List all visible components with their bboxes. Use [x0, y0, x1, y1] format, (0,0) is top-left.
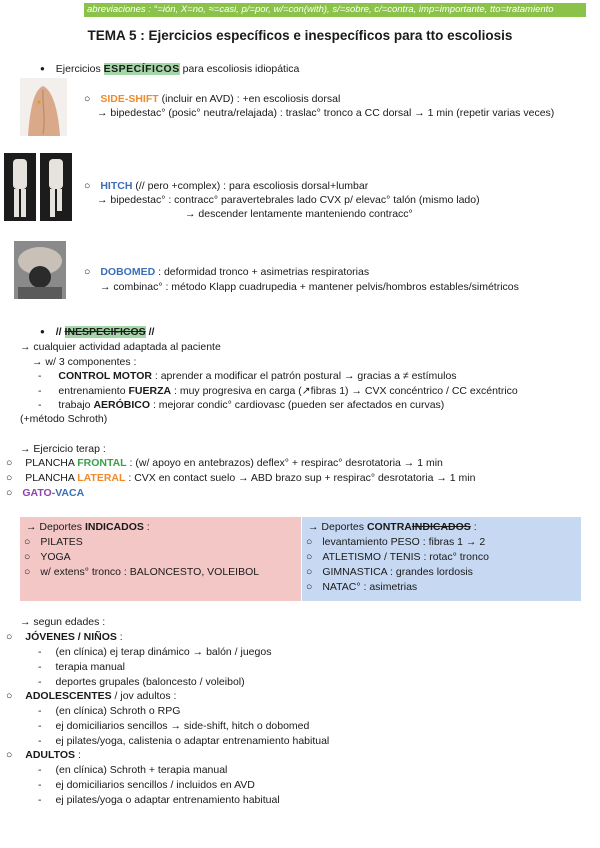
contra-b2: INDICADOS	[411, 521, 471, 533]
ind-item-0: PILATES	[40, 536, 83, 548]
contraindicado-item	[306, 566, 473, 578]
contraindicado-item	[306, 581, 417, 593]
dobomed-desc: : deformidad tronco + asimetrias respiratorias	[158, 266, 370, 278]
standing-figure-icon	[4, 153, 36, 221]
list-item: - (en clínica) ej terap dinámico → balón / juegos	[38, 646, 271, 658]
comp-1-bold: FUERZA	[128, 385, 172, 397]
dobomed-photo	[14, 241, 66, 299]
group-adolescentes	[6, 690, 176, 702]
vaca: VACA	[55, 487, 85, 499]
hitch-photo-1	[4, 153, 36, 221]
intro-post: para escoliosis idiopática	[182, 63, 300, 75]
ind-item-2: w/ extens° tronco : BALONCESTO, VOLEIBOL	[40, 566, 260, 578]
terap-heading: → Ejercicio terap :	[20, 443, 106, 455]
component-aerobico	[38, 399, 444, 411]
ind-b: INDICADOS	[84, 521, 144, 533]
list-item: - ej domiciliarios sencillos → side-shift, hitch o dobomed	[38, 720, 309, 732]
side-shift-detail: → bipedestac° (posic° neutra/relajada) : traslac° tronco a CC dorsal → 1 min (repetir varias veces)	[97, 107, 555, 119]
side-shift-name: SIDE-SHIFT	[100, 93, 159, 105]
especificos-highlight: ESPECÍFICOS	[103, 63, 180, 75]
contra-item-2: GIMNASTICA : grandes lordosis	[322, 566, 473, 578]
g1-title: ADOLESCENTES	[25, 690, 112, 702]
standing-figure-icon	[40, 153, 72, 221]
especificos-intro	[40, 63, 299, 75]
hitch-detail-2: → descender lentamente manteniendo contracc°	[185, 208, 413, 220]
schroth-note: (+método Schroth)	[20, 413, 108, 425]
g0-title: JÓVENES / NIÑOS	[25, 631, 117, 643]
list-item: - ej pilates/yoga, calistenia o adaptar entrenamiento habitual	[38, 735, 329, 747]
pf-c: : (w/ apoyo en antebrazos) deflex° + respirac° desrotatoria → 1 min	[129, 457, 443, 469]
indicado-item	[24, 566, 259, 578]
contra-post: :	[473, 521, 477, 533]
comp-0-rest: : aprender a modificar el patrón postural → gracias a ≠ estímulos	[154, 370, 457, 382]
contra-item-0: levantamiento PESO : fibras 1 → 2	[322, 536, 486, 548]
inespecificos-highlight: INESPECIFICOS	[64, 326, 146, 338]
list-item: - ej domiciliarios sencillos / incluidos en AVD	[38, 779, 255, 791]
side-shift-line	[84, 93, 340, 105]
dobomed-detail: → combinac° : método Klapp cuadrupedia + mantener pelvis/hombros estables/simétricos	[100, 281, 519, 293]
dobomed-line	[84, 266, 369, 278]
dobomed-name: DOBOMED	[100, 266, 156, 278]
page-title: TEMA 5 : Ejercicios específicos e inespecíficos para tto escoliosis	[87, 28, 513, 43]
contraindicado-item	[306, 551, 489, 563]
contra-item-3: NATAC° : asimetrias	[322, 581, 418, 593]
pf-a: PLANCHA	[25, 457, 75, 469]
kneeling-figure-icon	[14, 241, 66, 299]
ind-item-1: YOGA	[40, 551, 71, 563]
g0-rest: :	[119, 631, 123, 643]
ind-post: :	[146, 521, 150, 533]
contra-b1: CONTRA	[366, 521, 412, 533]
indicado-item	[24, 551, 71, 563]
contraindicado-item	[306, 536, 485, 548]
contra-pre: → Deportes	[308, 521, 365, 533]
back-figure-icon	[20, 78, 67, 136]
group-adultos	[6, 749, 81, 761]
g2-rest: :	[77, 749, 81, 761]
comp-1-rest: : muy progresiva en carga (↗fibras 1) → CVX concéntrico / CC excéntrico	[174, 385, 518, 397]
ind-pre: → Deportes	[26, 521, 83, 533]
ines-prefix: //	[55, 326, 62, 338]
hitch-line	[84, 180, 368, 192]
inespecificos-heading	[40, 326, 154, 338]
contraindicados-heading	[308, 521, 477, 533]
hitch-photo-2	[40, 153, 72, 221]
list-item: - (en clínica) Schroth o RPG	[38, 705, 180, 717]
list-item: - terapia manual	[38, 661, 125, 673]
gato: GATO-	[22, 487, 56, 499]
g2-title: ADULTOS	[25, 749, 76, 761]
hitch-desc: (// pero +complex) : para escoliosis dorsal+lumbar	[135, 180, 369, 192]
ines-suffix: //	[148, 326, 155, 338]
pl-c: : CVX en contact suelo → ABD brazo sup + respirac° desrotatoria → 1 min	[128, 472, 476, 484]
g1-rest: / jov adultos :	[114, 690, 177, 702]
comp-2-bold: AERÓBICO	[93, 399, 151, 411]
component-control-motor	[38, 370, 457, 382]
list-item: - (en clínica) Schroth + terapia manual	[38, 764, 227, 776]
pf-b: FRONTAL	[77, 457, 127, 469]
comp-2-rest: : mejorar condic° cardiovasc (pueden ser afectados en curvas)	[152, 399, 445, 411]
pl-b: LATERAL	[77, 472, 126, 484]
gato-vaca	[6, 487, 84, 499]
ines-line-2: → w/ 3 componentes :	[32, 356, 137, 368]
component-fuerza	[38, 385, 518, 397]
intro-pre: Ejercicios	[55, 63, 101, 75]
indicado-item	[24, 536, 83, 548]
contra-item-1: ATLETISMO / TENIS : rotac° tronco	[322, 551, 489, 563]
edades-heading: → segun edades :	[20, 616, 106, 628]
side-shift-photo	[20, 78, 67, 136]
side-shift-desc: (incluir en AVD) : +en escoliosis dorsal	[161, 93, 341, 105]
hitch-name: HITCH	[100, 180, 133, 192]
group-jovenes	[6, 631, 123, 643]
comp-1-pre: entrenamiento	[58, 385, 126, 397]
abbreviations-banner: abreviaciones : °=ión, X=no, ≈=casi, p/=por, w/=con(with), s/=sobre, c/=contra, imp=importante, tto=tratamiento	[84, 3, 586, 17]
comp-2-pre: trabajo	[58, 399, 91, 411]
list-item: - deportes grupales (baloncesto / voleibol)	[38, 676, 245, 688]
indicados-heading	[26, 521, 150, 533]
plancha-lateral	[6, 472, 475, 484]
plancha-frontal	[6, 457, 443, 469]
comp-0-bold: CONTROL MOTOR	[58, 370, 152, 382]
ines-line-1: → cualquier actividad adaptada al paciente	[20, 341, 221, 353]
list-item: - ej pilates/yoga o adaptar entrenamiento habitual	[38, 794, 280, 806]
hitch-detail-1: → bipedestac° : contracc° paravertebrales lado CVX p/ elevac° talón (mismo lado)	[97, 194, 480, 206]
pl-a: PLANCHA	[25, 472, 75, 484]
